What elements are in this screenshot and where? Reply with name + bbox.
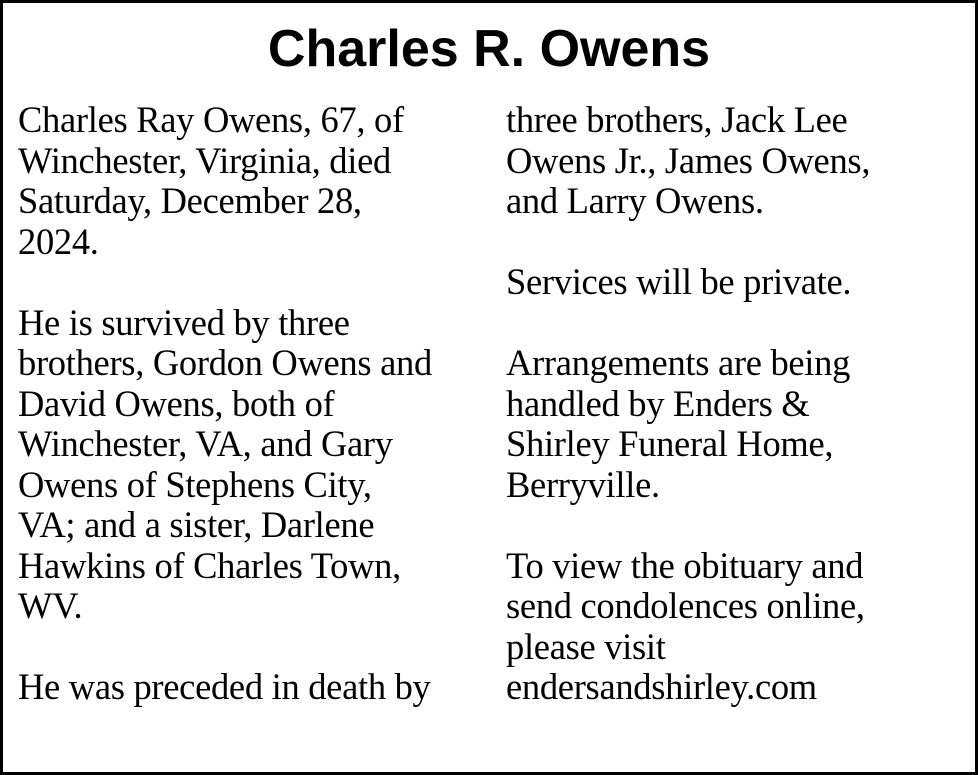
arrangements-paragraph [506, 343, 966, 505]
text-line: three brothers, Jack Lee [506, 99, 848, 140]
text-line: Winchester, Virginia, died [18, 139, 391, 181]
text-line: Owens of Stephens City, [18, 463, 372, 505]
text-line: and Larry Owens. [506, 180, 764, 221]
left-column [18, 100, 488, 708]
preceded-paragraph-start [18, 667, 488, 708]
text-line: please visit [506, 625, 666, 667]
text-line: Hawkins of Charles Town, [18, 544, 401, 586]
death-announcement-paragraph [18, 100, 488, 262]
services-paragraph [506, 262, 966, 303]
text-line: Services will be private. [506, 261, 852, 302]
survivors-paragraph [18, 303, 488, 627]
text-line: Saturday, December 28, [18, 180, 362, 221]
text-line: Winchester, VA, and Gary [18, 423, 393, 464]
text-line: VA; and a sister, Darlene [18, 504, 375, 545]
condolences-paragraph [506, 546, 966, 708]
paragraph-gap [506, 505, 966, 546]
text-line: To view the obituary and [506, 544, 864, 586]
text-line: Owens Jr., James Owens, [506, 139, 871, 181]
preceded-paragraph-continued [506, 100, 966, 222]
text-line: brothers, Gordon Owens and [18, 342, 432, 383]
text-line: WV. [18, 585, 83, 626]
text-line: Charles Ray Owens, 67, of [18, 99, 404, 140]
right-column [506, 100, 966, 708]
text-line: David Owens, both of [18, 382, 335, 424]
text-line: 2024. [18, 220, 99, 262]
text-line: Shirley Funeral Home, [506, 423, 834, 464]
obituary-title: Charles R. Owens [267, 20, 711, 78]
paragraph-gap [18, 627, 488, 668]
text-line: He was preceded in death by [18, 666, 431, 707]
text-line: Berryville. [506, 463, 660, 505]
text-line: He is survived by three [18, 301, 350, 343]
paragraph-gap [506, 222, 966, 263]
website-link-text: endersandshirley.com [506, 666, 817, 707]
text-line: handled by Enders & [506, 382, 810, 424]
paragraph-gap [18, 262, 488, 303]
paragraph-gap [506, 303, 966, 344]
text-line: send condolences online, [506, 585, 865, 626]
text-line: Arrangements are being [506, 342, 851, 383]
